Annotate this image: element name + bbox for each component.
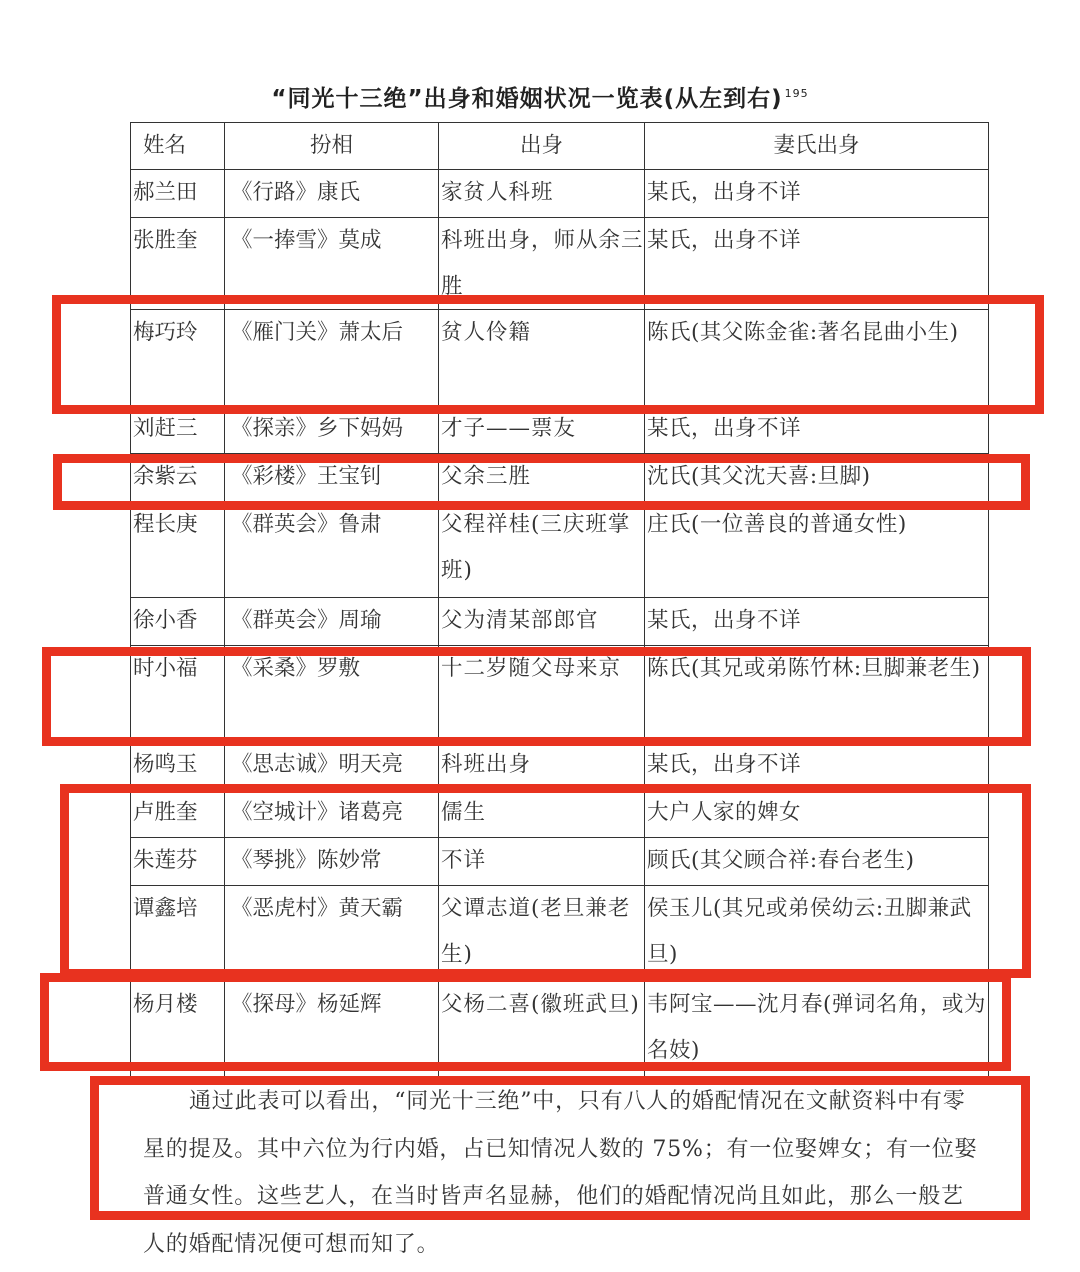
table-title bbox=[0, 80, 1080, 113]
table-header-row bbox=[131, 123, 989, 170]
cell-wife: 韦阿宝——沈月春(弹词名角，或为名妓) bbox=[645, 982, 989, 1078]
cell-origin: 父程祥桂(三庆班掌班) bbox=[439, 502, 645, 598]
cell-origin: 十二岁随父母来京 bbox=[439, 646, 645, 742]
cell-wife: 沈氏(其父沈天喜:旦脚) bbox=[645, 454, 989, 502]
cell-name: 时小福 bbox=[131, 646, 225, 742]
summary-paragraph: 通过此表可以看出，“同光十三绝”中，只有八人的婚配情况在文献资料中有零星的提及。其中六位为行内婚，占已知情况人数的 75%；有一位娶婢女；有一位娶普通女性。这些艺人，在当时皆声名显赫，他们的婚配情况尚且如此，那么一般艺人的婚配情况便可想而知了。 bbox=[143, 1089, 978, 1257]
cell-origin: 才子——票友 bbox=[439, 406, 645, 454]
cell-role: 《恶虎村》黄天霸 bbox=[225, 886, 439, 982]
cell-role: 《彩楼》王宝钊 bbox=[225, 454, 439, 502]
cell-name: 谭鑫培 bbox=[131, 886, 225, 982]
cell-origin: 家贫人科班 bbox=[439, 170, 645, 218]
cell-origin: 科班出身，师从余三胜 bbox=[441, 228, 644, 299]
cell-origin: 父为清某部郎官 bbox=[439, 598, 645, 646]
cell-origin: 父杨二喜(徽班武旦) bbox=[439, 982, 645, 1078]
cell-name: 杨月楼 bbox=[131, 982, 225, 1078]
cell-wife: 侯玉儿(其兄或弟侯幼云:丑脚兼武旦) bbox=[645, 886, 989, 982]
cell-name: 朱莲芬 bbox=[131, 838, 225, 886]
table-row bbox=[131, 886, 989, 982]
cell-origin: 不详 bbox=[439, 838, 645, 886]
cell-role: 《雁门关》萧太后 bbox=[225, 310, 439, 406]
cell-wife: 某氏，出身不详 bbox=[645, 598, 989, 646]
cell-wife: 顾氏(其父顾合祥:春台老生) bbox=[645, 838, 989, 886]
cell-role: 《思志诚》明天亮 bbox=[225, 742, 439, 790]
cell-wife: 某氏，出身不详 bbox=[645, 218, 989, 310]
cell-wife: 庄氏(一位善良的普通女性) bbox=[645, 502, 989, 598]
cell-wife: 陈氏(其兄或弟陈竹林:旦脚兼老生) bbox=[645, 646, 989, 742]
cell-name: 卢胜奎 bbox=[131, 790, 225, 838]
cell-role: 《琴挑》陈妙常 bbox=[225, 838, 439, 886]
header-name: 姓名 bbox=[131, 123, 225, 170]
cell-role: 《采桑》罗敷 bbox=[225, 646, 439, 742]
table-row bbox=[131, 502, 989, 598]
table-row bbox=[131, 170, 989, 218]
cell-name: 刘赶三 bbox=[131, 406, 225, 454]
table-row bbox=[131, 646, 989, 742]
table-title-text: “同光十三绝”出身和婚姻状况一览表(从左到右) bbox=[271, 86, 783, 112]
header-role: 扮相 bbox=[225, 123, 439, 170]
cell-wife: 陈氏(其父陈金雀:著名昆曲小生) bbox=[645, 310, 989, 406]
cell-name: 梅巧玲 bbox=[131, 310, 225, 406]
cell-role: 《探母》杨延辉 bbox=[225, 982, 439, 1078]
cell-role: 《行路》康氏 bbox=[225, 170, 439, 218]
cell-wife: 某氏，出身不详 bbox=[645, 742, 989, 790]
header-wife: 妻氏出身 bbox=[645, 123, 989, 170]
header-origin: 出身 bbox=[439, 123, 645, 170]
cell-origin: 贫人伶籍 bbox=[439, 310, 645, 406]
cell-origin: 父谭志道(老旦兼老生) bbox=[439, 886, 645, 982]
table-row bbox=[131, 982, 989, 1078]
table-row bbox=[131, 454, 989, 502]
cell-wife: 某氏，出身不详 bbox=[645, 170, 989, 218]
cell-name: 程长庚 bbox=[131, 502, 225, 598]
cell-name: 张胜奎 bbox=[131, 218, 225, 310]
cell-role: 《群英会》周瑜 bbox=[225, 598, 439, 646]
cell-wife: 大户人家的婢女 bbox=[645, 790, 989, 838]
cell-role: 《空城计》诸葛亮 bbox=[225, 790, 439, 838]
roster-table bbox=[130, 122, 989, 1078]
cell-wife: 某氏，出身不详 bbox=[645, 406, 989, 454]
cell-name: 徐小香 bbox=[131, 598, 225, 646]
table-row bbox=[131, 598, 989, 646]
table-row bbox=[131, 742, 989, 790]
cell-name: 郝兰田 bbox=[131, 170, 225, 218]
cell-name: 余紫云 bbox=[131, 454, 225, 502]
cell-role: 《群英会》鲁肃 bbox=[225, 502, 439, 598]
cell-origin: 父余三胜 bbox=[439, 454, 645, 502]
cell-origin: 儒生 bbox=[439, 790, 645, 838]
table-row bbox=[131, 790, 989, 838]
footnote-marker: 195 bbox=[784, 87, 809, 101]
cell-role: 《探亲》乡下妈妈 bbox=[225, 406, 439, 454]
table-row bbox=[131, 406, 989, 454]
table-row bbox=[131, 838, 989, 886]
table-row bbox=[131, 310, 989, 406]
cell-origin: 科班出身 bbox=[439, 742, 645, 790]
cell-name: 杨鸣玉 bbox=[131, 742, 225, 790]
cell-role: 《一捧雪》莫成 bbox=[225, 218, 439, 310]
cell-origin-wrap bbox=[439, 218, 645, 310]
table-row bbox=[131, 218, 989, 310]
